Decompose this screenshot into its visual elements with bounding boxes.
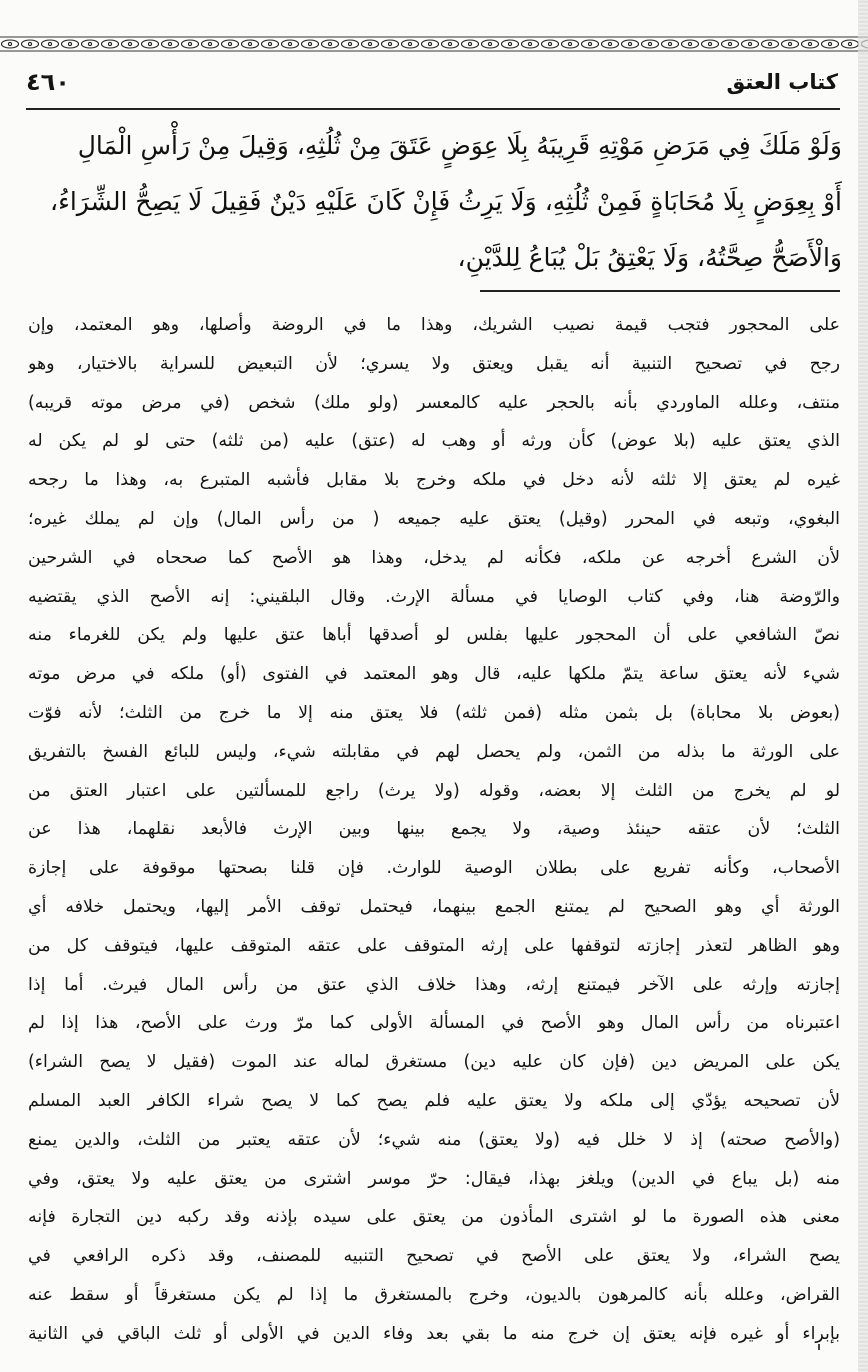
commentary-line: الذي يعتق عليه (بلا عوض) كأن ورثه أو وهب له (عتق) عليه (من ثلثه) حتى لو لم يكن له <box>28 431 840 452</box>
page-header <box>26 64 838 104</box>
commentary-line: نصّ الشافعي على أن المحجور عليها بفلس لو أصدقها أباها عتق عليها ولم يكن للغرماء منه <box>28 625 840 646</box>
matn-text <box>26 118 842 286</box>
commentary-line: (والأصح صحته) إذ لا خلل فيه (ولا يعتق) منه شيء؛ لأن عتقه يعتبر من الثلث، والدين يمنع <box>28 1129 840 1150</box>
commentary-line: البغوي، وتبعه في المحرر (وقيل) يعتق عليه جميعه ( من رأس المال) وإن لم يملك غيره؛ <box>28 508 840 529</box>
commentary-line: الأصحاب، وكأنه تفريع على بطلان الوصية للوارث. فإن قلنا بصحتها موقوفة على إجازة <box>28 858 840 879</box>
commentary-line: رجح في تصحيح التنبية أنه يقبل ويعتق ولا يسري؛ لأن التبعيض للسراية بالاختيار، وهو <box>28 353 840 374</box>
commentary-line: يكن على المريض دين (فإن كان عليه دين) مستغرق لماله عند الموت (فقيل لا يصح الشراء) <box>28 1052 840 1073</box>
book-title: كتاب العتق <box>726 70 838 94</box>
commentary-line: لو لم يخرج من الثلث إلا بعضه، وقوله (ولا يرث) راجع للمسألتين على اعتبار العتق من <box>28 780 840 801</box>
commentary-line: على المحجور فتجب قيمة نصيب الشريك، وهذا ما في الروضة وأصلها، وهو المعتمد، وإن <box>28 315 840 335</box>
commentary-line: لأن تصحيحه يؤدّي إلى ملكه ولا يعتق عليه فلم يصح كما لا يصح شراء الكافر العبد المسلم <box>28 1090 840 1111</box>
page-number: ٤٦٠ <box>26 68 70 96</box>
commentary-line: اعتبرناه من رأس المال وهو الأصح في المسألة الأولى كما مرّ ورث على الأصح، هذا إذا لم <box>28 1013 840 1034</box>
commentary-line: الثلث؛ لأن عتقه حينئذ وصية، ولا يجمع بينها وبين الإرث فالأبعد نقلهما، هذا عن <box>28 819 840 840</box>
commentary-line: شيء لأنه يعتق ساعة يتمّ ملكها عليه، قال وهو المعتمد في الفتوى (أو) ملكه في مرض موته <box>28 664 840 685</box>
commentary-line: القراض، وعلله بأنه كالمرهون بالديون، وخرج بالمستغرق ما إذا لم يكن مستغرقاً أو سقط عنه <box>28 1284 840 1305</box>
bottom-mark <box>818 1344 820 1350</box>
matn-line: وَلَوْ مَلَكَ فِي مَرَضِ مَوْتِهِ قَرِيبَهُ بِلَا عِوَضٍ عَتَقَ مِنْ ثُلُثِهِ، وَقِيلَ مِنْ رَأْسِ الْمَالِ <box>77 131 842 160</box>
top-ornament-border <box>0 34 868 54</box>
matn-separator-rule <box>480 290 840 292</box>
commentary-line: إجازته وإرثه على الآخر فيمتنع إرثه، وهذا خلاف الذي عتق من رأس المال فيرث. أما إذا <box>28 974 840 995</box>
commentary-line: بإبراء أو غيره فإنه يعتق إن خرج منه ما بقي بعد وفاء الدين في الأولى أو ثلث الباقي في الثانية <box>28 1323 840 1344</box>
commentary-line: منه (بل يباع في الدين) ويلغز بهذا، فيقال: حرّ موسر اشترى من يعتق عليه ولا يعتق، وفي <box>28 1168 840 1189</box>
commentary-line: معنى هذه الصورة ما لو اشترى المأذون من يعتق على سيده بإذنه وقد ركبه دين التجارة فإنه <box>28 1207 840 1228</box>
commentary-line: (بعوض بلا محاباة) بل بثمن مثله (فمن ثلثه) فلا يعتق منه إلا ما خرج من الثلث؛ لأنه فوّت <box>28 702 840 723</box>
commentary-line: غيره لم يعتق إلا ثلثه لأنه دخل في ملكه وخرج بلا مقابل فأشبه المتبرع به، وهذا ما رجحه <box>28 470 840 491</box>
matn-line: أَوْ بِعِوَضٍ بِلَا مُحَابَاةٍ فَمِنْ ثُلُثِهِ، وَلَا يَرِثُ فَإِنْ كَانَ عَلَيْهِ دَيْنٌ فَقِيلَ لَا يَصِحُّ الشِّرَاءُ، <box>50 187 842 216</box>
commentary-line: يصح الشراء، ولا يعتق على الأصح في تصحيح التنبيه للمصنف، وقد ذكره الرافعي في <box>28 1246 840 1267</box>
commentary-line: والرّوضة هنا، وفي كتاب الوصايا في مسألة الإرث. وقال البلقيني: إنه الأصح الذي يقتضيه <box>28 586 840 607</box>
commentary-line: وهو الظاهر لتعذر إجازته لتوقفها على إرثه المتوقف على عتقه المتوقف عليها، فيتوقف كل من <box>28 935 840 956</box>
commentary-line: لأن الشرع أخرجه عن ملكه، فكأنه لم يدخل، وهذا هو الأصح كما صححاه في الشرحين <box>28 547 840 568</box>
commentary-line: منتف، وعلله الماوردي بأنه بالحجر عليه كالمعسر (ولو ملك) شخص (في مرض موته قريبه) <box>28 392 840 413</box>
commentary-text <box>28 306 840 1354</box>
page-edge-shadow <box>858 0 868 1372</box>
commentary-line: الورثة أي وهو الصحيح لم يمتنع الجمع بينهما، فيحتمل توقف الأمر إليها، ويحتمل خلافه أي <box>28 896 840 917</box>
commentary-line: على الورثة ما بذله من الثمن، ولم يحصل لهم في مقابلته شيء، وليس للبائع الفسخ بالتفريق <box>28 741 840 762</box>
matn-line: وَالْأَصَحُّ صِحَّتُهُ، وَلَا يَعْتِقُ بَلْ يُبَاعُ لِلدَّيْنِ، <box>457 243 842 272</box>
header-rule <box>26 108 840 110</box>
